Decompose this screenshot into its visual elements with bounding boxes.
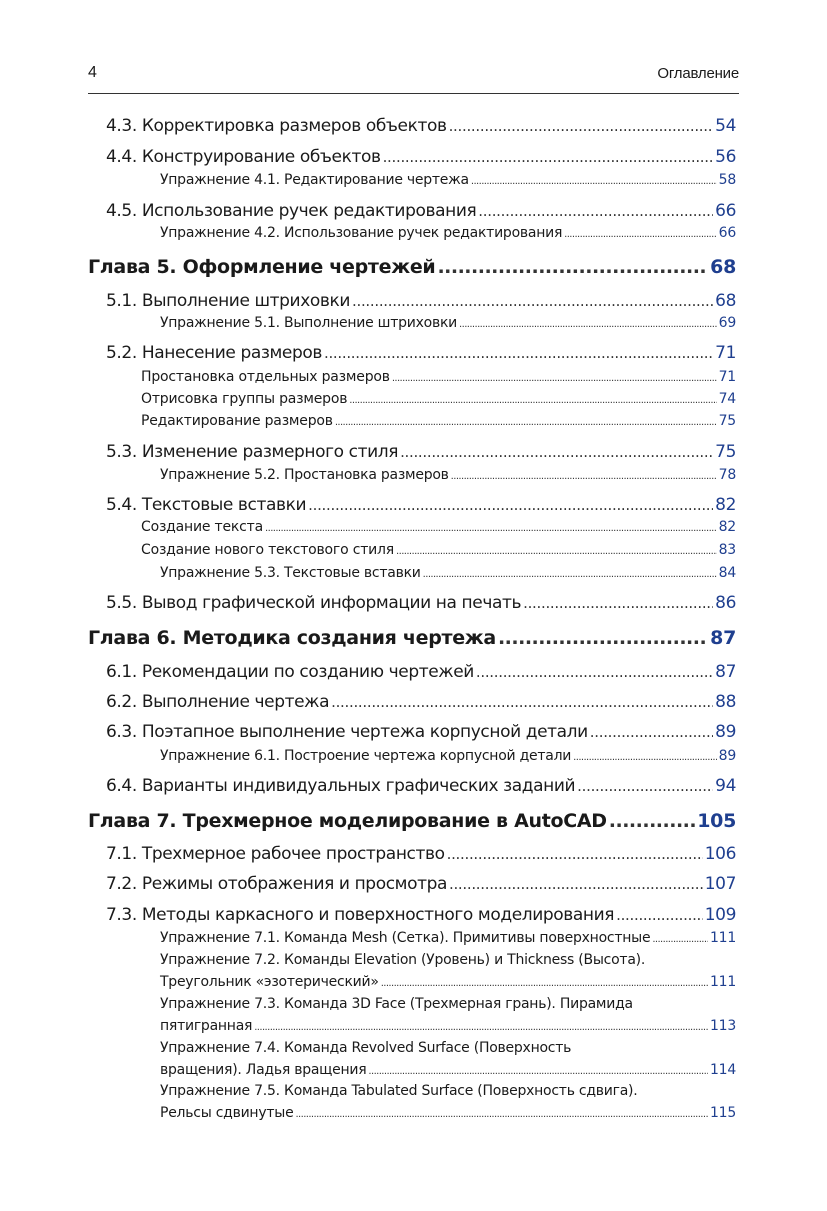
- dot-leader: [652, 934, 708, 945]
- toc-entry-page: 56: [715, 147, 736, 167]
- toc-entry[interactable]: [160, 225, 736, 241]
- dot-leader: [335, 417, 717, 428]
- toc-entry[interactable]: [106, 776, 736, 796]
- dot-leader: [368, 1066, 708, 1077]
- toc-entry-title: Упражнение 6.1. Построение чертежа корпусной детали: [160, 748, 572, 764]
- toc-entry[interactable]: [88, 810, 736, 832]
- dot-leader: [471, 176, 717, 187]
- toc-entry[interactable]: [141, 413, 736, 429]
- toc-entry-page: 87: [710, 627, 736, 649]
- toc-entry-page: 74: [718, 391, 736, 407]
- toc-entry[interactable]: [141, 369, 736, 385]
- dot-leader: [616, 906, 703, 924]
- toc-entry-page: 66: [718, 225, 736, 241]
- toc-entry[interactable]: [106, 593, 736, 613]
- toc-entry-title: 6.1. Рекомендации по созданию чертежей: [106, 662, 474, 682]
- toc-entry-page: 68: [710, 256, 736, 278]
- toc-entry-title: Отрисовка группы размеров: [141, 391, 348, 407]
- dot-leader: [447, 845, 703, 863]
- dot-leader: [308, 496, 713, 514]
- toc-entry[interactable]: [160, 1018, 736, 1034]
- toc-entry[interactable]: [106, 662, 736, 682]
- toc-entry-first-line: Упражнение 7.3. Команда 3D Face (Трехмерная грань). Пирамида: [160, 996, 633, 1012]
- dot-leader: [423, 569, 717, 580]
- toc-entry-title: Упражнение 5.2. Простановка размеров: [160, 467, 449, 483]
- dot-leader: [523, 594, 713, 612]
- toc-entry-page: 87: [715, 662, 736, 682]
- toc-entry-title: Упражнение 5.1. Выполнение штриховки: [160, 315, 458, 331]
- toc-entry[interactable]: [160, 1062, 736, 1078]
- dot-leader: [564, 229, 717, 240]
- dot-leader: [295, 1109, 708, 1120]
- toc-entry-page: 88: [715, 692, 736, 712]
- toc-entry-title: Создание нового текстового стиля: [141, 542, 395, 558]
- toc-entry-page: 71: [715, 343, 736, 363]
- page-number: 4: [88, 64, 97, 81]
- toc-entry-title: Упражнение 7.1. Команда Mesh (Сетка). Примитивы поверхностные: [160, 930, 651, 946]
- toc-entry[interactable]: [160, 172, 736, 188]
- toc-entry[interactable]: [106, 201, 736, 221]
- toc-entry[interactable]: [160, 930, 736, 946]
- dot-leader: [449, 875, 703, 893]
- toc-entry-page: 107: [704, 874, 736, 894]
- dot-leader: [331, 693, 713, 711]
- toc-entry-title: 5.4. Текстовые вставки: [106, 495, 307, 515]
- dot-leader: [383, 148, 714, 166]
- toc-entry-title: 6.4. Варианты индивидуальных графических заданий: [106, 776, 576, 796]
- toc-entry-page: 75: [715, 442, 736, 462]
- toc-entry-title: 5.3. Изменение размерного стиля: [106, 442, 399, 462]
- toc-entry[interactable]: [160, 748, 736, 764]
- toc-entry-title: 7.3. Методы каркасного и поверхностного моделирования: [106, 905, 615, 925]
- toc-entry-page: 75: [718, 413, 736, 429]
- running-header-title: Оглавление: [657, 65, 739, 82]
- toc-entry[interactable]: [106, 442, 736, 462]
- toc-entry-page: 111: [710, 930, 736, 946]
- dot-leader: [437, 256, 708, 278]
- dot-leader: [590, 723, 713, 741]
- dot-leader: [396, 546, 717, 557]
- toc-entry-page: 89: [718, 748, 736, 764]
- toc-entry[interactable]: [88, 627, 736, 649]
- toc-entry[interactable]: [106, 116, 736, 136]
- toc-entry[interactable]: [106, 874, 736, 894]
- toc-entry-title: Глава 7. Трехмерное моделирование в AutoCAD: [88, 810, 607, 832]
- toc-entry-page: 54: [715, 116, 736, 136]
- toc-entry-title: 4.3. Корректировка размеров объектов: [106, 116, 447, 136]
- toc-entry[interactable]: [160, 974, 736, 990]
- toc-entry[interactable]: [106, 291, 736, 311]
- toc-entry-page: 82: [718, 519, 736, 535]
- toc-entry-page: 106: [704, 844, 736, 864]
- dot-leader: [498, 627, 708, 649]
- toc-entry[interactable]: [106, 844, 736, 864]
- toc-entry-page: 86: [715, 593, 736, 613]
- toc-entry-page: 114: [710, 1062, 736, 1078]
- toc-entry[interactable]: [141, 519, 736, 535]
- toc-entry-title: 6.2. Выполнение чертежа: [106, 692, 330, 712]
- toc-entry-page: 89: [715, 722, 736, 742]
- toc-entry-title: Треугольник «эзотерический»: [160, 974, 379, 990]
- toc-entry-title: 5.2. Нанесение размеров: [106, 343, 322, 363]
- toc-entry[interactable]: [88, 256, 736, 278]
- toc-entry-page: 111: [710, 974, 736, 990]
- toc-entry-page: 113: [710, 1018, 736, 1034]
- toc-entry-title: Создание текста: [141, 519, 264, 535]
- toc-entry-title: 5.1. Выполнение штриховки: [106, 291, 351, 311]
- toc-entry-page: 69: [718, 315, 736, 331]
- toc-entry[interactable]: [106, 692, 736, 712]
- dot-leader: [400, 443, 713, 461]
- toc-entry-title: Рельсы сдвинутые: [160, 1105, 294, 1121]
- dot-leader: [573, 752, 717, 763]
- toc-entry[interactable]: [141, 542, 736, 558]
- toc-entry[interactable]: [106, 343, 736, 363]
- toc-entry-page: 58: [718, 172, 736, 188]
- toc-entry-title: 4.4. Конструирование объектов: [106, 147, 381, 167]
- dot-leader: [459, 319, 717, 330]
- toc-entry-page: 105: [697, 810, 736, 832]
- toc-entry-title: 7.1. Трехмерное рабочее пространство: [106, 844, 445, 864]
- toc-entry-page: 94: [715, 776, 736, 796]
- dot-leader: [392, 373, 717, 384]
- toc-entry-title: 6.3. Поэтапное выполнение чертежа корпусной детали: [106, 722, 588, 742]
- toc-entry-title: пятигранная: [160, 1018, 253, 1034]
- dot-leader: [609, 810, 695, 832]
- toc-entry[interactable]: [106, 905, 736, 925]
- dot-leader: [352, 292, 713, 310]
- header-rule: [88, 93, 739, 94]
- toc-entry-title: 7.2. Режимы отображения и просмотра: [106, 874, 447, 894]
- toc-entry-first-line: Упражнение 7.4. Команда Revolved Surface (Поверхность: [160, 1040, 572, 1056]
- toc-entry-title: 4.5. Использование ручек редактирования: [106, 201, 477, 221]
- toc-entry-page: 71: [718, 369, 736, 385]
- toc-entry[interactable]: [160, 1105, 736, 1121]
- toc-entry[interactable]: [160, 467, 736, 483]
- toc-entry-title: Редактирование размеров: [141, 413, 333, 429]
- dot-leader: [349, 395, 716, 406]
- toc-entry-title: Упражнение 4.1. Редактирование чертежа: [160, 172, 469, 188]
- toc-entry-title: Глава 6. Методика создания чертежа: [88, 627, 496, 649]
- toc-entry[interactable]: [160, 565, 736, 581]
- dot-leader: [478, 202, 713, 220]
- toc-entry-page: 82: [715, 495, 736, 515]
- toc-entry-page: 78: [718, 467, 736, 483]
- toc-entry-title: 5.5. Вывод графической информации на печать: [106, 593, 522, 613]
- dot-leader: [577, 777, 713, 795]
- toc-entry-first-line: Упражнение 7.5. Команда Tabulated Surface (Поверхность сдвига).: [160, 1083, 638, 1099]
- toc-entry[interactable]: [106, 495, 736, 515]
- toc-entry-title: Упражнение 4.2. Использование ручек редактирования: [160, 225, 563, 241]
- dot-leader: [449, 117, 714, 135]
- toc-entry[interactable]: [141, 391, 736, 407]
- dot-leader: [381, 978, 708, 989]
- toc-entry-title: вращения). Ладья вращения: [160, 1062, 367, 1078]
- toc-entry-title: Упражнение 5.3. Текстовые вставки: [160, 565, 421, 581]
- toc-entry[interactable]: [106, 722, 736, 742]
- dot-leader: [451, 471, 717, 482]
- dot-leader: [265, 523, 717, 534]
- toc-entry-page: 109: [704, 905, 736, 925]
- dot-leader: [324, 344, 713, 362]
- toc-entry-page: 66: [715, 201, 736, 221]
- toc-entry-first-line: Упражнение 7.2. Команды Elevation (Уровень) и Thickness (Высота).: [160, 952, 646, 968]
- dot-leader: [254, 1022, 708, 1033]
- toc-entry-title: Простановка отдельных размеров: [141, 369, 390, 385]
- toc-entry-page: 68: [715, 291, 736, 311]
- toc-entry-page: 84: [718, 565, 736, 581]
- toc-entry[interactable]: [160, 315, 736, 331]
- toc-entry-page: 83: [718, 542, 736, 558]
- dot-leader: [476, 663, 713, 681]
- toc-entry[interactable]: [106, 147, 736, 167]
- toc-entry-title: Глава 5. Оформление чертежей: [88, 256, 436, 278]
- toc-entry-page: 115: [710, 1105, 736, 1121]
